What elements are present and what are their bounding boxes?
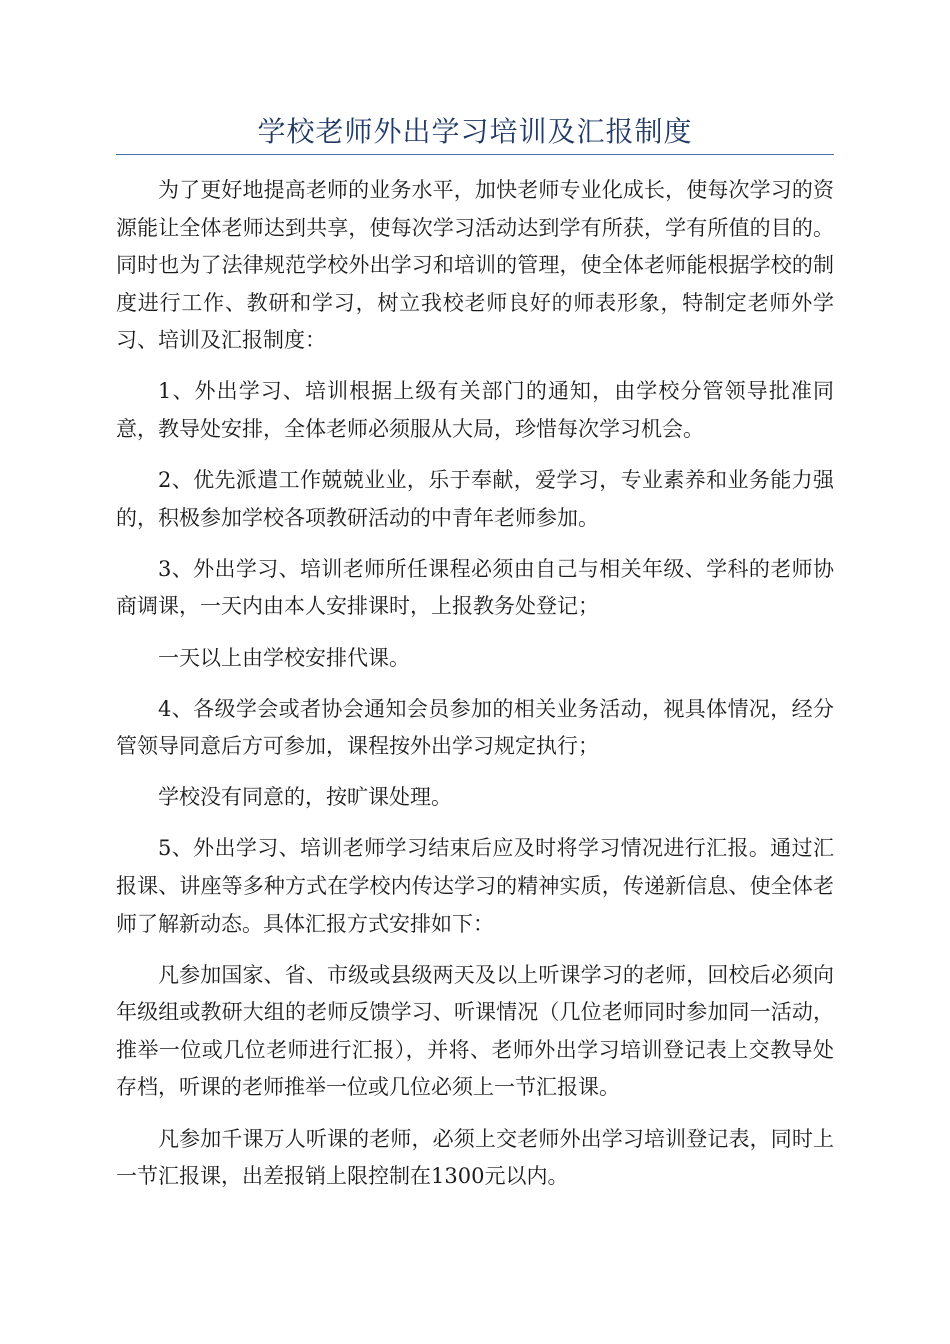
- paragraph-report-rule-1: 凡参加国家、省、市级或县级两天及以上听课学习的老师，回校后必须向年级组或教研大组的老师反馈学习、听课情况（几位老师同时参加同一活动，推举一位或几位老师进行汇报），并将、老师外出学习培训登记表上交教导处存档，听课的老师推举一位或几位必须上一节汇报课。: [116, 962, 834, 1100]
- title-underline: [116, 154, 834, 155]
- paragraph-intro: 为了更好地提高老师的业务水平，加快老师专业化成长，使每次学习的资源能让全体老师达到共享，使每次学习活动达到学有所获，学有所值的目的。同时也为了法律规范学校外出学习和培训的管理，使全体老师能根据学校的制度进行工作、教研和学习，树立我校老师良好的师表形象，特制定老师外学习、培训及汇报制度：: [116, 178, 834, 353]
- paragraph-item-4-note: 学校没有同意的，按旷课处理。: [158, 785, 452, 810]
- paragraph-item-4: 4、各级学会或者协会通知会员参加的相关业务活动，视具体情况，经分管领导同意后方可参加，课程按外出学习规定执行；: [116, 696, 834, 759]
- paragraph-item-2: 2、优先派遣工作兢兢业业，乐于奉献，爱学习，专业素养和业务能力强的，积极参加学校各项教研活动的中青年老师参加。: [116, 468, 834, 530]
- document-body: [116, 172, 834, 1209]
- paragraph-item-3: 3、外出学习、培训老师所任课程必须由自己与相关年级、学科的老师协商调课，一天内由本人安排课时，上报教务处登记；: [116, 556, 834, 619]
- paragraph-item-1: 1、外出学习、培训根据上级有关部门的通知，由学校分管领导批准同意，教导处安排，全体老师必须服从大局，珍惜每次学习机会。: [116, 379, 834, 442]
- paragraph-report-rule-2: 凡参加千课万人听课的老师，必须上交老师外出学习培训登记表，同时上一节汇报课，出差报销上限控制在1300元以内。: [116, 1126, 834, 1189]
- paragraph-item-5: 5、外出学习、培训老师学习结束后应及时将学习情况进行汇报。通过汇报课、讲座等多种方式在学校内传达学习的精神实质，传递新信息、使全体老师了解新动态。具体汇报方式安排如下：: [116, 836, 834, 936]
- document-title: 学校老师外出学习培训及汇报制度: [257, 115, 693, 148]
- paragraph-item-3-note: 一天以上由学校安排代课。: [158, 645, 410, 670]
